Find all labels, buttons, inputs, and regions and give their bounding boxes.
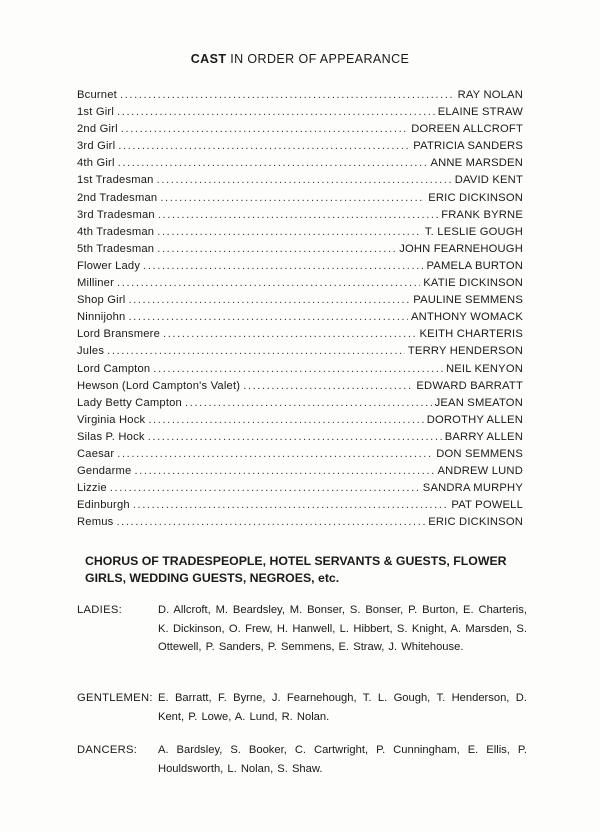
- cast-row: [77, 294, 523, 311]
- cast-actor: PAMELA BURTON: [426, 259, 523, 272]
- dot-leader: [120, 89, 455, 101]
- dot-leader: [148, 431, 442, 443]
- cast-actor: BARRY ALLEN: [444, 430, 523, 443]
- cast-row: [77, 448, 523, 465]
- cast-role: Ninnijohn: [77, 311, 126, 324]
- dot-leader: [107, 345, 405, 357]
- cast-row: [77, 516, 523, 533]
- dot-leader: [148, 414, 423, 426]
- group-names: A. Bardsley, S. Booker, C. Cartwright, P. Cunningham, E. Ellis, P. Houldsworth, L. Nolan, S. Shaw.: [158, 744, 527, 775]
- dot-leader: [117, 277, 420, 289]
- cast-actor: ELAINE STRAW: [437, 106, 523, 119]
- cast-actor: DON SEMMENS: [436, 447, 523, 460]
- cast-actor: PAT POWELL: [451, 499, 523, 512]
- cast-actor: DOREEN ALLCROFT: [411, 123, 523, 136]
- cast-row: [77, 277, 523, 294]
- cast-role: Gendarme: [77, 465, 132, 478]
- title-cast-word: CAST: [190, 52, 227, 66]
- cast-role: Flower Lady: [77, 259, 141, 272]
- cast-role: 3rd Girl: [77, 140, 116, 153]
- dot-leader: [110, 482, 420, 494]
- cast-row: [77, 345, 523, 362]
- dot-leader: [143, 260, 423, 272]
- cast-role: 5th Tradesman: [77, 242, 155, 255]
- cast-row: [77, 482, 523, 499]
- cast-role: Lizzie: [77, 482, 107, 495]
- cast-row: [77, 260, 523, 277]
- cast-row: [77, 209, 523, 226]
- cast-actor: ANNE MARSDEN: [430, 157, 523, 170]
- dot-leader: [121, 123, 408, 135]
- cast-row: [77, 499, 523, 516]
- dot-leader: [157, 174, 452, 186]
- cast-actor: ANDREW LUND: [437, 465, 523, 478]
- cast-actor: EDWARD BARRATT: [416, 379, 523, 392]
- dot-leader: [185, 397, 432, 409]
- dot-leader: [153, 363, 443, 375]
- dot-leader: [128, 311, 408, 323]
- cast-role: Edinburgh: [77, 499, 130, 512]
- cast-actor: NEIL KENYON: [445, 362, 523, 375]
- cast-row: [77, 174, 523, 191]
- cast-row: [77, 192, 523, 209]
- dot-leader: [134, 465, 434, 477]
- cast-row: [77, 328, 523, 345]
- cast-row: [77, 397, 523, 414]
- cast-actor: DAVID KENT: [454, 174, 523, 187]
- cast-row: [77, 380, 523, 397]
- cast-actor: ANTHONY WOMACK: [411, 311, 523, 324]
- chorus-group-gentlemen: [77, 689, 527, 726]
- cast-actor: PATRICIA SANDERS: [413, 140, 523, 153]
- cast-actor: ERIC DICKINSON: [428, 191, 523, 204]
- chorus-group-dancers: [77, 741, 527, 778]
- dot-leader: [116, 516, 425, 528]
- cast-role: Virginia Hock: [77, 413, 146, 426]
- cast-role: 1st Girl: [77, 106, 115, 119]
- cast-actor: JOHN FEARNEHOUGH: [399, 242, 523, 255]
- cast-actor: PAULINE SEMMENS: [413, 294, 523, 307]
- cast-actor: FRANK BYRNE: [441, 208, 523, 221]
- cast-role: 4th Tradesman: [77, 225, 155, 238]
- dot-leader: [118, 157, 428, 169]
- cast-role: 1st Tradesman: [77, 174, 154, 187]
- dot-leader: [160, 192, 425, 204]
- cast-actor: ERIC DICKINSON: [428, 516, 523, 529]
- cast-role: Shop Girl: [77, 294, 126, 307]
- chorus-heading: CHORUS OF TRADESPEOPLE, HOTEL SERVANTS & GUESTS, FLOWER GIRLS, WEDDING GUESTS, NEGROES, etc.: [85, 554, 507, 585]
- cast-row: [77, 140, 523, 157]
- cast-row: [77, 123, 523, 140]
- group-label: GENTLEMEN:: [77, 692, 153, 704]
- dot-leader: [157, 243, 396, 255]
- cast-role: Bcurnet: [77, 89, 117, 101]
- cast-role: 2nd Tradesman: [77, 191, 158, 204]
- cast-row: [77, 311, 523, 328]
- group-label: LADIES:: [77, 604, 123, 616]
- dot-leader: [118, 140, 410, 152]
- cast-role: Lady Betty Campton: [77, 396, 182, 409]
- group-names: D. Allcroft, M. Beardsley, M. Bonser, S. Bonser, P. Burton, E. Charteris, K. Dickinson, O. Frew, H. Hanwell, L. Hibbert, S. Knight, A. Marsden, S. Ottewell, P. Sanders, P. Semmens, E. Straw, J. Whitehouse.: [158, 604, 527, 653]
- cast-row: [77, 243, 523, 260]
- cast-row: [77, 157, 523, 174]
- cast-role: Lord Campton: [77, 362, 151, 375]
- cast-role: Silas P. Hock: [77, 430, 145, 443]
- cast-role: 4th Girl: [77, 157, 115, 170]
- cast-actor: T. LESLIE GOUGH: [424, 225, 523, 238]
- cast-row: [77, 363, 523, 380]
- dot-leader: [133, 499, 449, 511]
- chorus-group-ladies: [77, 601, 527, 657]
- cast-role: Hewson (Lord Campton's Valet): [77, 379, 241, 392]
- cast-actor: RAY NOLAN: [457, 89, 523, 101]
- dot-leader: [128, 294, 410, 306]
- group-label: DANCERS:: [77, 744, 138, 756]
- cast-role: 3rd Tradesman: [77, 208, 155, 221]
- cast-role: Jules: [77, 345, 105, 358]
- cast-list: [77, 89, 523, 533]
- dot-leader: [157, 226, 422, 238]
- cast-actor: SANDRA MURPHY: [422, 482, 523, 495]
- cast-actor: KATIE DICKINSON: [423, 277, 523, 290]
- cast-role: Lord Bransmere: [77, 328, 161, 341]
- cast-actor: KEITH CHARTERIS: [419, 328, 523, 341]
- cast-row: [77, 226, 523, 243]
- cast-actor: TERRY HENDERSON: [407, 345, 523, 358]
- dot-leader: [163, 328, 416, 340]
- cast-role: Remus: [77, 516, 114, 529]
- cast-row: [77, 465, 523, 482]
- group-names: E. Barratt, F. Byrne, J. Fearnehough, T. L. Gough, T. Henderson, D. Kent, P. Lowe, A. Lund, R. Nolan.: [158, 692, 527, 723]
- cast-row: [77, 106, 523, 123]
- dot-leader: [158, 209, 438, 221]
- cast-actor: DOROTHY ALLEN: [426, 413, 523, 426]
- title-rest: IN ORDER OF APPEARANCE: [226, 52, 410, 66]
- dot-leader: [117, 106, 435, 118]
- page-title: [0, 52, 600, 66]
- cast-actor: JEAN SMEATON: [434, 396, 523, 409]
- cast-row: [77, 414, 523, 431]
- cast-role: 2nd Girl: [77, 123, 118, 136]
- cast-row: [77, 431, 523, 448]
- dot-leader: [243, 380, 413, 392]
- cast-row: [77, 89, 523, 106]
- cast-role: Caesar: [77, 447, 115, 460]
- cast-role: Milliner: [77, 277, 115, 290]
- dot-leader: [117, 448, 433, 460]
